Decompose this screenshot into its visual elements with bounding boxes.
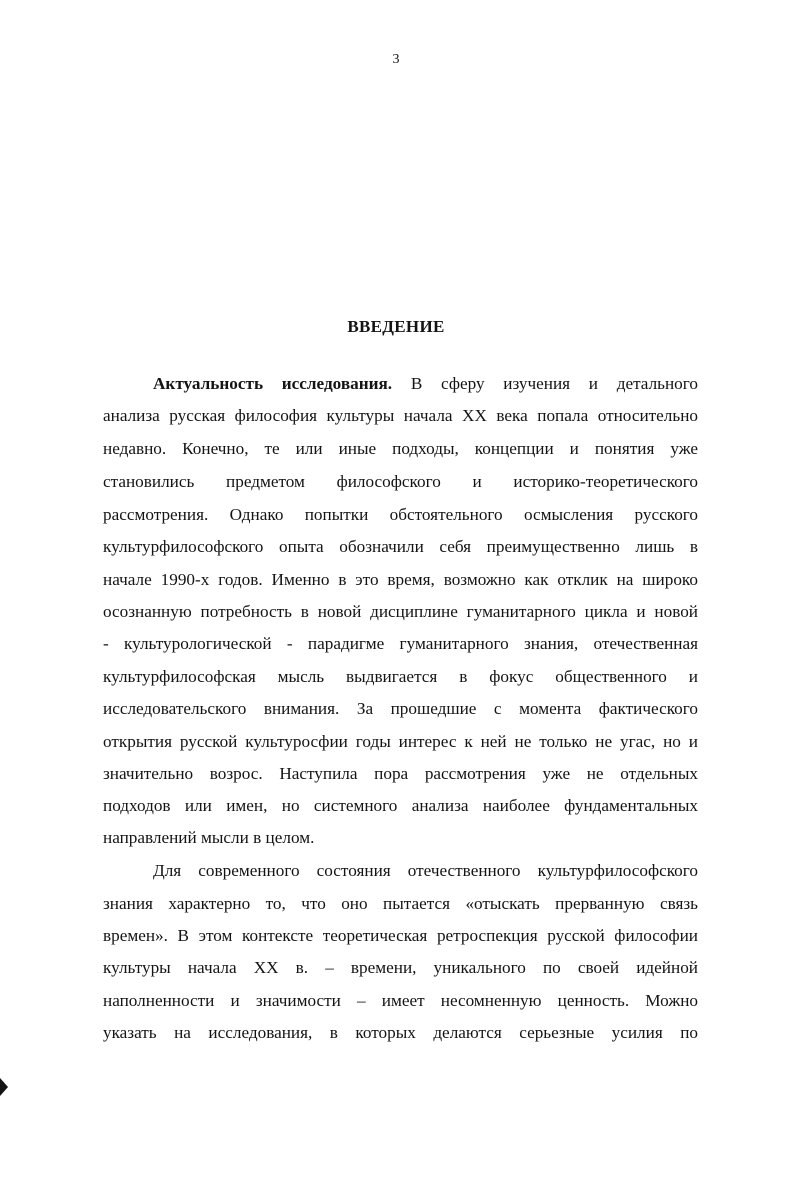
text-line: культурфилософского опыта обозначили себя преимущественно лишь в — [103, 537, 698, 556]
page-heading: ВВЕДЕНИЕ — [347, 317, 445, 336]
text-line: открытия русской культуросфии годы интерес к ней не только не угас, но и — [103, 732, 698, 751]
text-line: Для современного состояния отечественного культурфилософского — [153, 861, 698, 880]
text-line: культуры начала XX в. – времени, уникального по своей идейной — [103, 958, 698, 977]
text-line: становились предметом философского и историко-теоретического — [103, 472, 698, 491]
text-line: направлений мысли в целом. — [103, 828, 315, 847]
text-line: наполненности и значимости – имеет несомненную ценность. Можно — [103, 991, 698, 1010]
text-line: знания характерно то, что оно пытается «отыскать прерванную связь — [103, 894, 698, 913]
text-line: анализа русская философия культуры начала XX века попала относительно — [103, 406, 698, 425]
text-line: осознанную потребность в новой дисциплине гуманитарного цикла и новой — [103, 602, 698, 621]
page-number: 3 — [392, 52, 400, 67]
text-line: исследовательского внимания. За прошедшие с момента фактического — [103, 699, 698, 718]
text-line: - культурологической - парадигме гуманитарного знания, отечественная — [103, 634, 698, 653]
text-line: рассмотрения. Однако попытки обстоятельного осмысления русского — [103, 505, 698, 524]
text-line: значительно возрос. Наступила пора рассмотрения уже не отдельных — [103, 764, 698, 783]
line-text: В сферу изучения и детального — [410, 374, 698, 393]
text-line — [153, 373, 698, 395]
text-line: культурфилософская мысль выдвигается в фокус общественного и — [103, 667, 698, 686]
text-line: указать на исследования, в которых делаются серьезные усилия по — [103, 1023, 698, 1042]
text-line: начале 1990-х годов. Именно в это время, возможно как отклик на широко — [103, 570, 698, 589]
scan-edge-marker-icon — [0, 1078, 8, 1096]
text-line: подходов или имен, но системного анализа наиболее фундаментальных — [103, 796, 698, 815]
text-line: времен». В этом контексте теоретическая ретроспекция русской философии — [103, 926, 698, 945]
text-line: недавно. Конечно, те или иные подходы, концепции и понятия уже — [103, 439, 698, 458]
lead-bold-phrase: Актуальность исследования. — [153, 374, 393, 393]
